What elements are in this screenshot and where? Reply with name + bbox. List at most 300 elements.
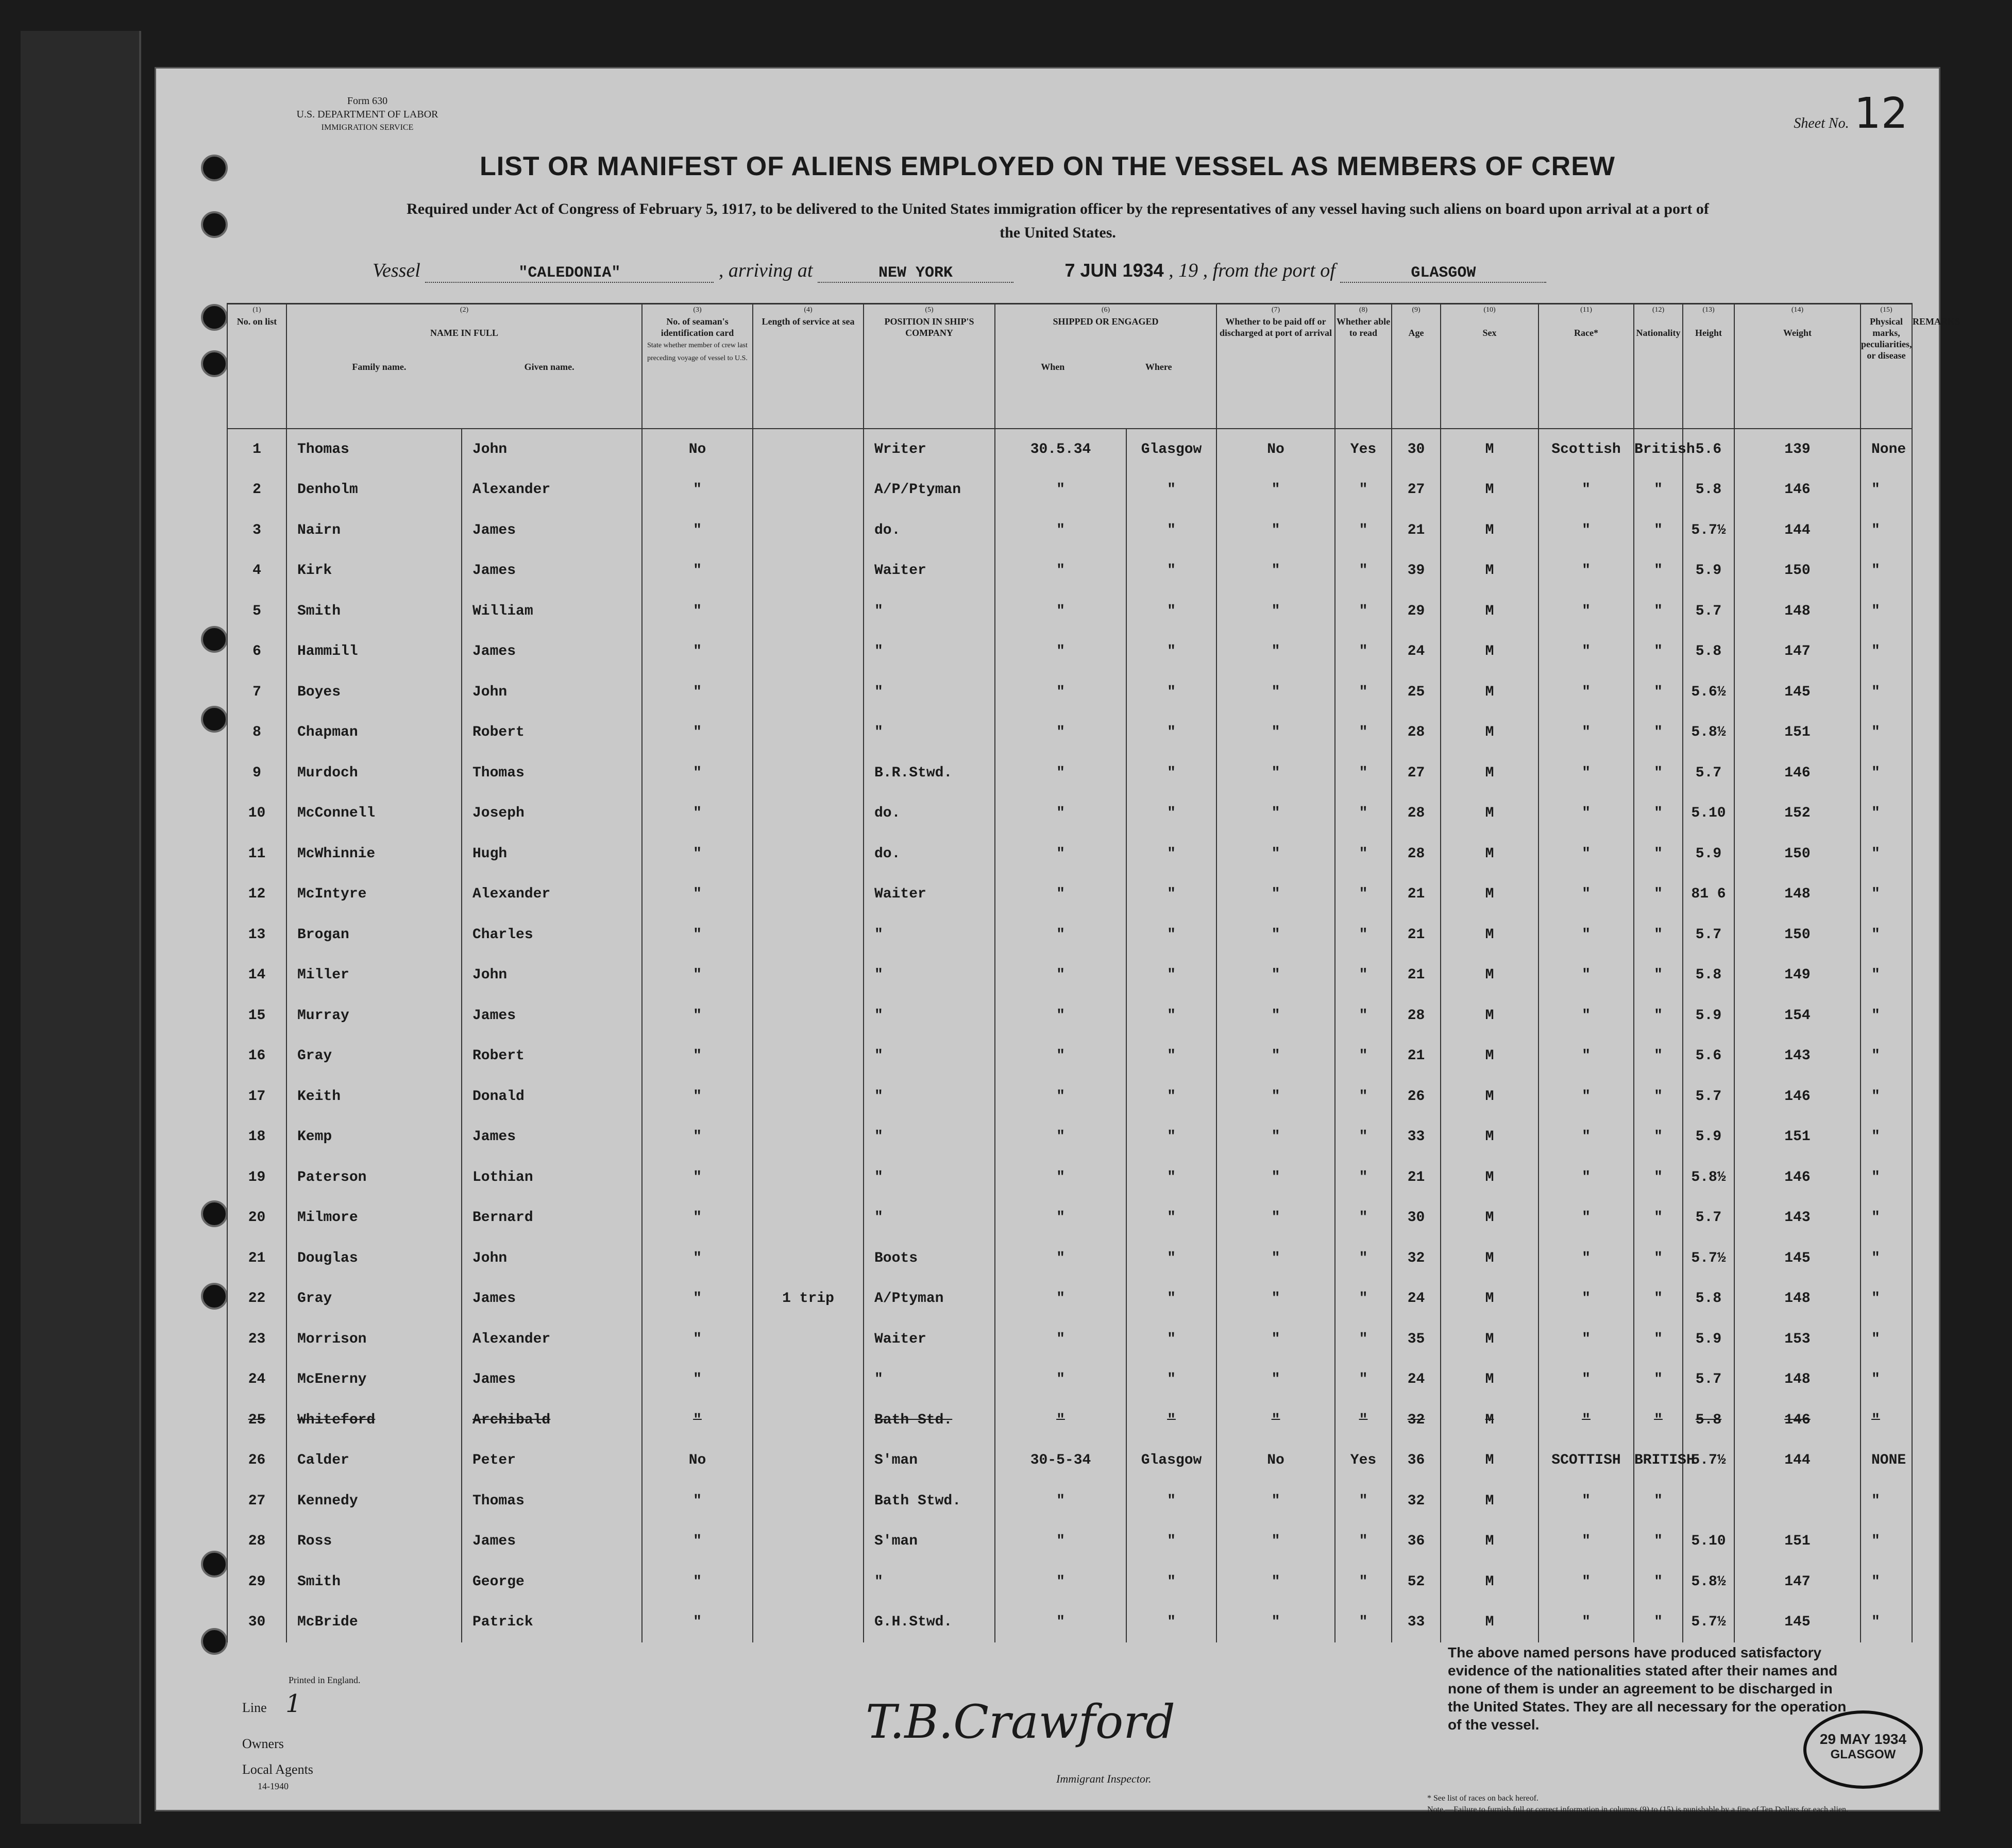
age-cell: 39 (1392, 551, 1441, 591)
id-card-cell: " (642, 510, 753, 551)
family-name-cell: McEnerny (286, 1360, 462, 1400)
height-cell: 5.8½ (1683, 713, 1734, 753)
family-name-cell: Ross (286, 1521, 462, 1562)
paid-off-cell: " (1216, 834, 1335, 874)
line-field: Line 1 (242, 1689, 301, 1718)
table-row (227, 591, 1912, 632)
shipped-where-cell: " (1126, 955, 1216, 996)
position-cell: A/P/Ptyman (864, 470, 995, 511)
shipped-when-cell: " (995, 753, 1126, 793)
given-name-cell: Thomas (462, 1481, 642, 1521)
nationality-cell: " (1634, 874, 1683, 915)
physical-marks-cell: " (1861, 995, 1912, 1036)
table-row (227, 1319, 1912, 1360)
col-header-position: (5) POSITION IN SHIP'S COMPANY (864, 304, 995, 429)
height-cell: 5.7 (1683, 914, 1734, 955)
given-name-cell: James (462, 551, 642, 591)
paid-off-cell: " (1216, 510, 1335, 551)
weight-cell: 150 (1734, 551, 1861, 591)
service-length-cell (753, 1238, 864, 1279)
col-header-age: (9) Age (1392, 304, 1441, 429)
sex-cell: M (1441, 1076, 1538, 1117)
port-stamp (1803, 1710, 1923, 1789)
nationality-cell: " (1634, 591, 1683, 632)
shipped-when-cell: " (995, 1360, 1126, 1400)
form-header (280, 94, 455, 134)
given-name-cell: Hugh (462, 834, 642, 874)
family-name-cell: Douglas (286, 1238, 462, 1279)
nationality-cell: " (1634, 1198, 1683, 1239)
paid-off-cell: " (1216, 1198, 1335, 1239)
row-number-cell: 17 (227, 1076, 286, 1117)
race-cell: " (1538, 955, 1634, 996)
able-to-read-cell: Yes (1335, 429, 1392, 470)
nationality-cell: BRITISH (1634, 1440, 1683, 1481)
height-cell: 5.7 (1683, 753, 1734, 793)
race-cell: Scottish (1538, 429, 1634, 470)
sex-cell: M (1441, 470, 1538, 511)
shipped-when-cell: " (995, 672, 1126, 713)
position-cell: " (864, 1076, 995, 1117)
service-length-cell (753, 753, 864, 793)
page-title: LIST OR MANIFEST OF ALIENS EMPLOYED ON THE VESSEL AS MEMBERS OF CREW (480, 151, 1615, 181)
row-number-cell: 8 (227, 713, 286, 753)
position-cell: " (864, 672, 995, 713)
weight-cell: 145 (1734, 672, 1861, 713)
punch-hole (201, 1200, 228, 1227)
age-cell: 30 (1392, 429, 1441, 470)
age-cell: 33 (1392, 1602, 1441, 1643)
row-number-cell: 13 (227, 914, 286, 955)
race-cell: " (1538, 1319, 1634, 1360)
paid-off-cell: " (1216, 1036, 1335, 1077)
sex-cell: M (1441, 1319, 1538, 1360)
table-row (227, 1198, 1912, 1239)
physical-marks-cell: " (1861, 1360, 1912, 1400)
height-cell: 5.9 (1683, 834, 1734, 874)
position-cell: " (864, 1117, 995, 1158)
height-cell: 5.8 (1683, 470, 1734, 511)
nationality-cell: " (1634, 1157, 1683, 1198)
race-cell: " (1538, 1360, 1634, 1400)
shipped-where-cell: " (1126, 1036, 1216, 1077)
able-to-read-cell: " (1335, 713, 1392, 753)
position-cell: " (864, 591, 995, 632)
family-name-cell: McWhinnie (286, 834, 462, 874)
col-header-marks: (15) Physical marks, peculiarities, or disease (1861, 304, 1912, 429)
table-row (227, 429, 1912, 470)
age-cell: 21 (1392, 955, 1441, 996)
given-name-cell: Bernard (462, 1198, 642, 1239)
sex-cell: M (1441, 591, 1538, 632)
given-name-cell: William (462, 591, 642, 632)
position-cell: A/Ptyman (864, 1279, 995, 1319)
family-name-cell: Smith (286, 1562, 462, 1602)
able-to-read-cell: " (1335, 1238, 1392, 1279)
shipped-where-cell: " (1126, 793, 1216, 834)
position-cell: do. (864, 793, 995, 834)
able-to-read-cell: " (1335, 510, 1392, 551)
id-card-cell: " (642, 1319, 753, 1360)
shipped-where-cell: " (1126, 1602, 1216, 1643)
physical-marks-cell: " (1861, 874, 1912, 915)
row-number-cell: 14 (227, 955, 286, 996)
shipped-where-cell: " (1126, 1521, 1216, 1562)
row-number-cell: 10 (227, 793, 286, 834)
id-card-cell: " (642, 1521, 753, 1562)
paid-off-cell: " (1216, 1076, 1335, 1117)
shipped-where-cell: " (1126, 1360, 1216, 1400)
given-name-cell: James (462, 1521, 642, 1562)
owners-field: Owners (242, 1736, 284, 1751)
id-card-cell: " (642, 1481, 753, 1521)
service: IMMIGRATION SERVICE (321, 123, 414, 132)
sex-cell: M (1441, 713, 1538, 753)
sex-cell: M (1441, 874, 1538, 915)
row-number-cell: 22 (227, 1279, 286, 1319)
table-row (227, 1117, 1912, 1158)
footnote-penalty: Note.—Failure to furnish full or correct information in columns (9) to (15) is punishable by a fine of Ten Dollars for each alien. (1427, 1805, 1849, 1814)
given-name-cell: John (462, 1238, 642, 1279)
able-to-read-cell: " (1335, 1562, 1392, 1602)
col-header-paid: (7) Whether to be paid off or discharged at port of arrival (1216, 304, 1335, 429)
weight-cell: 148 (1734, 1279, 1861, 1319)
age-cell: 24 (1392, 632, 1441, 672)
able-to-read-cell: " (1335, 995, 1392, 1036)
family-name-cell: Denholm (286, 470, 462, 511)
weight-cell: 151 (1734, 713, 1861, 753)
col-header-service: (4) Length of service at sea (753, 304, 864, 429)
shipped-where-cell: " (1126, 1238, 1216, 1279)
nationality-cell: " (1634, 753, 1683, 793)
race-cell: " (1538, 1157, 1634, 1198)
row-number-cell: 19 (227, 1157, 286, 1198)
race-cell: " (1538, 995, 1634, 1036)
race-cell: " (1538, 1036, 1634, 1077)
id-card-cell: " (642, 1602, 753, 1643)
sex-cell: M (1441, 1400, 1538, 1440)
service-length-cell (753, 470, 864, 511)
row-number-cell: 12 (227, 874, 286, 915)
race-cell: " (1538, 793, 1634, 834)
shipped-when-cell: " (995, 995, 1126, 1036)
given-name-cell: James (462, 1117, 642, 1158)
row-number-cell: 21 (227, 1238, 286, 1279)
given-name-cell: James (462, 632, 642, 672)
service-length-cell (753, 914, 864, 955)
id-card-cell: " (642, 632, 753, 672)
row-number-cell: 20 (227, 1198, 286, 1239)
shipped-where-cell: " (1126, 1400, 1216, 1440)
position-cell: B.R.Stwd. (864, 753, 995, 793)
service-length-cell (753, 510, 864, 551)
nationality-cell: " (1634, 510, 1683, 551)
physical-marks-cell: None (1861, 429, 1912, 470)
nationality-cell: " (1634, 1562, 1683, 1602)
service-length-cell (753, 632, 864, 672)
given-name-cell: John (462, 429, 642, 470)
position-cell: " (864, 1198, 995, 1239)
vessel-line: Vessel "CALEDONIA" , arriving at NEW YORK 7 JUN 1934 , 19 , from the port of GLASGOW (373, 259, 1546, 283)
nationality-cell: " (1634, 1360, 1683, 1400)
service-length-cell (753, 1400, 864, 1440)
col-header-no: (1) No. on list (227, 304, 286, 429)
physical-marks-cell: " (1861, 1279, 1912, 1319)
shipped-when-cell: " (995, 1076, 1126, 1117)
paid-off-cell: " (1216, 1319, 1335, 1360)
id-card-cell: " (642, 551, 753, 591)
id-card-cell: " (642, 1279, 753, 1319)
id-card-cell: " (642, 753, 753, 793)
race-cell: " (1538, 753, 1634, 793)
punch-hole (201, 304, 228, 331)
family-name-cell: Murray (286, 995, 462, 1036)
shipped-when-cell: " (995, 470, 1126, 511)
family-name-cell: Whiteford (286, 1400, 462, 1440)
inspector-label: Immigrant Inspector. (1056, 1772, 1152, 1785)
department: U.S. DEPARTMENT OF LABOR (296, 109, 438, 120)
given-name-cell: Thomas (462, 753, 642, 793)
age-cell: 26 (1392, 1076, 1441, 1117)
age-cell: 27 (1392, 470, 1441, 511)
height-cell: 81 6 (1683, 874, 1734, 915)
race-cell: " (1538, 914, 1634, 955)
table-row (227, 1562, 1912, 1602)
id-card-cell: " (642, 834, 753, 874)
shipped-when-cell: " (995, 834, 1126, 874)
shipped-when-cell: " (995, 874, 1126, 915)
race-cell: " (1538, 1481, 1634, 1521)
physical-marks-cell: " (1861, 1036, 1912, 1077)
sex-cell: M (1441, 1481, 1538, 1521)
row-number-cell: 9 (227, 753, 286, 793)
sex-cell: M (1441, 1238, 1538, 1279)
race-cell: " (1538, 632, 1634, 672)
able-to-read-cell: " (1335, 672, 1392, 713)
given-name-cell: Lothian (462, 1157, 642, 1198)
table-row (227, 510, 1912, 551)
weight-cell: 145 (1734, 1602, 1861, 1643)
service-length-cell (753, 834, 864, 874)
age-cell: 21 (1392, 914, 1441, 955)
age-cell: 27 (1392, 753, 1441, 793)
col-header-read: (8) Whether able to read (1335, 304, 1392, 429)
weight-cell: 146 (1734, 1157, 1861, 1198)
id-card-cell: " (642, 955, 753, 996)
able-to-read-cell: " (1335, 591, 1392, 632)
family-name-cell: Nairn (286, 510, 462, 551)
able-to-read-cell: Yes (1335, 1440, 1392, 1481)
weight-cell: 145 (1734, 1238, 1861, 1279)
service-length-cell (753, 1157, 864, 1198)
shipped-where-cell: " (1126, 551, 1216, 591)
row-number-cell: 29 (227, 1562, 286, 1602)
table-row (227, 672, 1912, 713)
nationality-cell: " (1634, 551, 1683, 591)
family-name-cell: Paterson (286, 1157, 462, 1198)
physical-marks-cell: " (1861, 793, 1912, 834)
given-name-cell: Patrick (462, 1602, 642, 1643)
shipped-when-cell: " (995, 1562, 1126, 1602)
shipped-where-cell: " (1126, 1481, 1216, 1521)
service-length-cell (753, 995, 864, 1036)
weight-cell: 146 (1734, 753, 1861, 793)
race-cell: " (1538, 1602, 1634, 1643)
height-cell: 5.8 (1683, 632, 1734, 672)
col-header-race: (11) Race* (1538, 304, 1634, 429)
certification-text: The above named persons have produced satisfactory evidence of the nationalities stated after their names and none of them is under an agreement to be discharged in the United States. They are all necessary for the operation of the vessel. (1448, 1644, 1847, 1733)
weight-cell: 148 (1734, 591, 1861, 632)
weight-cell: 144 (1734, 510, 1861, 551)
given-name-cell: Robert (462, 1036, 642, 1077)
able-to-read-cell: " (1335, 1117, 1392, 1158)
race-cell: " (1538, 1279, 1634, 1319)
shipped-when-cell: " (995, 1238, 1126, 1279)
col-header-shipped: (6) SHIPPED OR ENGAGED When Where (995, 304, 1216, 429)
paid-off-cell: " (1216, 1562, 1335, 1602)
shipped-where-cell: " (1126, 1279, 1216, 1319)
row-number-cell: 15 (227, 995, 286, 1036)
height-cell: 5.7 (1683, 1198, 1734, 1239)
row-number-cell: 16 (227, 1036, 286, 1077)
punch-hole (201, 1283, 228, 1310)
paid-off-cell: " (1216, 1360, 1335, 1400)
paid-off-cell: No (1216, 1440, 1335, 1481)
nationality-cell: " (1634, 914, 1683, 955)
table-row (227, 1279, 1912, 1319)
shipped-when-cell: " (995, 1481, 1126, 1521)
service-length-cell (753, 429, 864, 470)
punch-hole (201, 155, 228, 181)
id-card-cell: " (642, 470, 753, 511)
shipped-when-cell: " (995, 1602, 1126, 1643)
shipped-when-cell: " (995, 632, 1126, 672)
height-cell: 5.10 (1683, 1521, 1734, 1562)
height-cell: 5.6 (1683, 1036, 1734, 1077)
family-name-cell: McBride (286, 1602, 462, 1643)
position-cell: " (864, 1360, 995, 1400)
row-number-cell: 27 (227, 1481, 286, 1521)
table-row (227, 834, 1912, 874)
shipped-where-cell: " (1126, 1319, 1216, 1360)
given-name-cell: John (462, 672, 642, 713)
weight-cell: 151 (1734, 1117, 1861, 1158)
weight-cell: 139 (1734, 429, 1861, 470)
sex-cell: M (1441, 1521, 1538, 1562)
sex-cell: M (1441, 1036, 1538, 1077)
age-cell: 25 (1392, 672, 1441, 713)
table-row (227, 1238, 1912, 1279)
nationality-cell: " (1634, 995, 1683, 1036)
age-cell: 32 (1392, 1481, 1441, 1521)
able-to-read-cell: " (1335, 470, 1392, 511)
family-name-cell: Thomas (286, 429, 462, 470)
nationality-cell: " (1634, 672, 1683, 713)
id-card-cell: " (642, 793, 753, 834)
paid-off-cell: " (1216, 713, 1335, 753)
family-name-cell: Smith (286, 591, 462, 632)
race-cell: " (1538, 874, 1634, 915)
sex-cell: M (1441, 1117, 1538, 1158)
age-cell: 29 (1392, 591, 1441, 632)
id-card-cell: " (642, 1360, 753, 1400)
nationality-cell: " (1634, 1076, 1683, 1117)
shipped-when-cell: " (995, 1319, 1126, 1360)
service-length-cell (753, 1117, 864, 1158)
height-cell (1683, 1481, 1734, 1521)
service-length-cell (753, 1481, 864, 1521)
id-card-cell: " (642, 1076, 753, 1117)
paid-off-cell: " (1216, 591, 1335, 632)
id-card-cell: " (642, 1562, 753, 1602)
punch-hole (201, 211, 228, 238)
paid-off-cell: " (1216, 1117, 1335, 1158)
shipped-when-cell: " (995, 1279, 1126, 1319)
age-cell: 21 (1392, 874, 1441, 915)
col-header-nationality: (12) Nationality (1634, 304, 1683, 429)
family-name-cell: Miller (286, 955, 462, 996)
table-row (227, 995, 1912, 1036)
sex-cell: M (1441, 995, 1538, 1036)
table-row (227, 1400, 1912, 1440)
weight-cell: 152 (1734, 793, 1861, 834)
race-cell: " (1538, 510, 1634, 551)
height-cell: 5.9 (1683, 1117, 1734, 1158)
physical-marks-cell: " (1861, 1562, 1912, 1602)
family-name-cell: Keith (286, 1076, 462, 1117)
family-name-cell: Brogan (286, 914, 462, 955)
shipped-when-cell: " (995, 1117, 1126, 1158)
row-number-cell: 6 (227, 632, 286, 672)
service-length-cell (753, 1076, 864, 1117)
able-to-read-cell: " (1335, 793, 1392, 834)
agents-field: Local Agents 14-1940 (242, 1762, 313, 1791)
nationality-cell: " (1634, 793, 1683, 834)
able-to-read-cell: " (1335, 914, 1392, 955)
id-card-cell: " (642, 591, 753, 632)
position-cell: Writer (864, 429, 995, 470)
age-cell: 24 (1392, 1279, 1441, 1319)
sex-cell: M (1441, 1602, 1538, 1643)
weight-cell: 146 (1734, 470, 1861, 511)
punch-hole (201, 1551, 228, 1578)
able-to-read-cell: " (1335, 1400, 1392, 1440)
nationality-cell: " (1634, 1602, 1683, 1643)
paid-off-cell: " (1216, 1481, 1335, 1521)
given-name-cell: Robert (462, 713, 642, 753)
able-to-read-cell: " (1335, 1076, 1392, 1117)
table-row (227, 1481, 1912, 1521)
id-card-cell: " (642, 1036, 753, 1077)
able-to-read-cell: " (1335, 551, 1392, 591)
family-name-cell: Hammill (286, 632, 462, 672)
given-name-cell: James (462, 510, 642, 551)
service-length-cell (753, 1198, 864, 1239)
position-cell: " (864, 914, 995, 955)
row-number-cell: 1 (227, 429, 286, 470)
shipped-where-cell: " (1126, 834, 1216, 874)
family-name-cell: Kirk (286, 551, 462, 591)
row-number-cell: 7 (227, 672, 286, 713)
shipped-where-cell: " (1126, 914, 1216, 955)
shipped-where-cell: " (1126, 510, 1216, 551)
col-header-sex: (10) Sex (1441, 304, 1538, 429)
height-cell: 5.8 (1683, 1400, 1734, 1440)
punch-hole (201, 706, 228, 733)
table-row (227, 1360, 1912, 1400)
family-name-cell: Kemp (286, 1117, 462, 1158)
family-name-cell: McIntyre (286, 874, 462, 915)
